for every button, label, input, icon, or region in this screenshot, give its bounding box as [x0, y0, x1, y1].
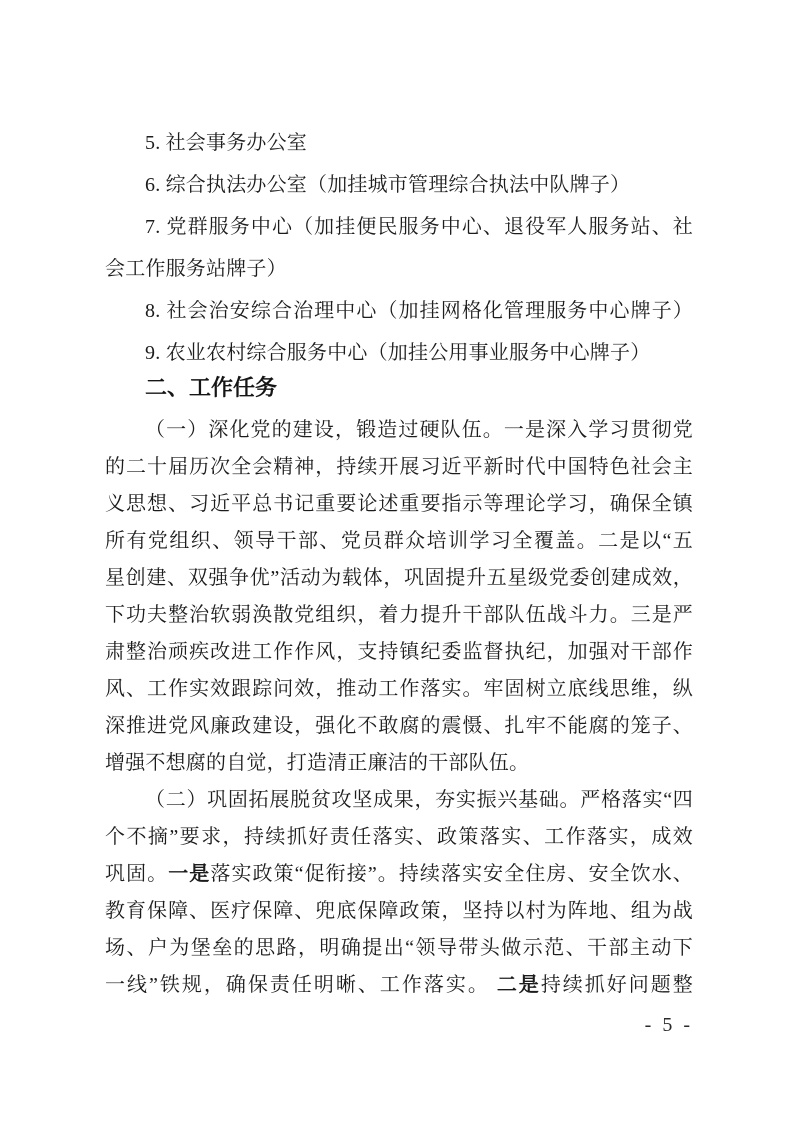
text-segment: 落实政策“促衔接”。持续落实安全住房、安全饮水、 — [210, 863, 693, 885]
text-segment: 严格落实“四 — [580, 789, 693, 811]
text-segment: 一是深入学习贯彻党 — [503, 419, 693, 441]
text-line — [105, 745, 693, 782]
text-line — [105, 290, 693, 332]
text-segment: 肃整治顽疾改进工作作风，支持镇纪委监督执纪，加强对干部作 — [105, 641, 693, 663]
text-segment: 风、工作实效跟踪问效，推动工作落实。牢固树立底线思维，纵 — [105, 678, 693, 700]
page-number: - 5 - — [644, 1014, 693, 1036]
text-line — [105, 967, 693, 1004]
text-line — [105, 708, 693, 745]
text-segment: 场、户为堡垒的思路，明确提出“领导带头做示范、干部主动下 — [105, 937, 693, 959]
paragraph-party-building — [105, 412, 693, 782]
text-line — [105, 486, 693, 523]
section-heading: 二、工作任务 — [145, 375, 278, 400]
text-line — [105, 523, 693, 560]
text-segment: 增强不想腐的自觉，打造清正廉洁的干部队伍。 — [105, 752, 530, 774]
text-line — [105, 671, 693, 708]
text-segment: 下功夫整治软弱涣散党组织，着力提升干部队伍战斗力。三是严 — [105, 604, 693, 626]
text-line — [105, 248, 693, 290]
text-line — [105, 560, 693, 597]
text-line — [105, 449, 693, 486]
text-segment: 5. 社会事务办公室 — [145, 132, 307, 154]
text-segment: 一线”铁规，确保责任明晰、工作落实。 — [105, 974, 497, 996]
text-segment: 个不摘”要求，持续抓好责任落实、政策落实、工作落实，成效 — [105, 826, 693, 848]
text-segment: 9. 农业农村综合服务中心（加挂公用事业服务中心牌子） — [145, 342, 651, 364]
text-segment: 8. 社会治安综合治理中心（加挂网格化管理服务中心牌子） — [145, 300, 693, 322]
text-segment: 7. 党群服务中心（加挂便民服务中心、退役军人服务站、社 — [145, 216, 693, 238]
text-segment: 巩固。 — [105, 863, 169, 885]
text-line — [105, 597, 693, 634]
text-segment: （一）深化党的建设，锻造过硬队伍。 — [145, 419, 504, 441]
text-segment: 所有党组织、领导干部、党员群众培训学习全覆盖。二是以“五 — [105, 530, 693, 552]
text-line — [105, 634, 693, 671]
text-line — [105, 819, 693, 856]
text-segment: 持续抓好问题整 — [540, 974, 693, 996]
text-line — [105, 412, 693, 449]
department-list — [105, 122, 693, 374]
text-segment: 二是 — [496, 974, 541, 996]
text-segment: 会工作服务站牌子） — [105, 258, 287, 280]
text-line — [105, 893, 693, 930]
text-line — [105, 164, 693, 206]
text-segment: 星创建、双强争优”活动为载体，巩固提升五星级党委创建成效， — [105, 567, 693, 589]
text-segment: 教育保障、医疗保障、兜底保障政策，坚持以村为阵地、组为战 — [105, 900, 693, 922]
text-line — [105, 122, 693, 164]
text-line — [105, 930, 693, 967]
paragraph-poverty-alleviation — [105, 782, 693, 1004]
text-line — [105, 782, 693, 819]
document-body — [105, 122, 693, 1004]
text-line — [105, 332, 693, 374]
text-segment: 一是 — [168, 863, 211, 885]
text-segment: （二）巩固拓展脱贫攻坚成果，夯实振兴基础。 — [145, 789, 581, 811]
text-segment: 6. 综合执法办公室（加挂城市管理综合执法中队牌子） — [145, 174, 631, 196]
text-segment: 深推进党风廉政建设，强化不敢腐的震慑、扎牢不能腐的笼子、 — [105, 715, 693, 737]
text-segment: 的二十届历次全会精神，持续开展习近平新时代中国特色社会主 — [105, 456, 693, 478]
text-line — [105, 206, 693, 248]
text-segment: 义思想、习近平总书记重要论述重要指示等理论学习，确保全镇 — [105, 493, 693, 515]
text-line — [105, 856, 693, 893]
